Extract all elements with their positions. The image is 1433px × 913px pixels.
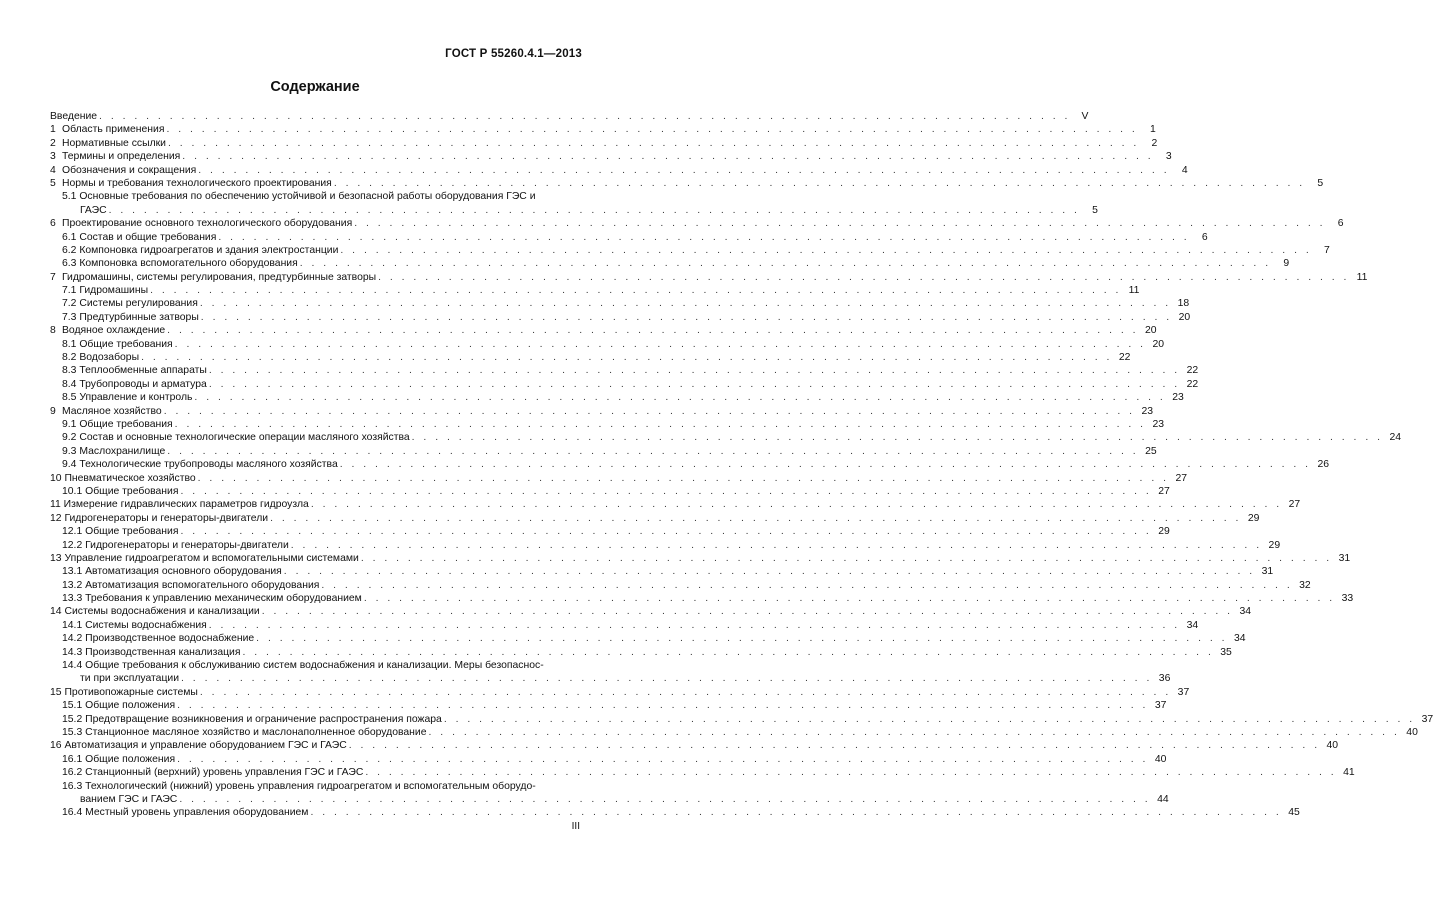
- toc-entry[interactable]: [50, 378, 1199, 391]
- toc-entry[interactable]: [50, 137, 1158, 150]
- toc-entry-page: 37: [1154, 700, 1167, 712]
- toc-entry-page: 37: [1421, 713, 1433, 725]
- toc-entry-page: 23: [1172, 392, 1184, 404]
- toc-entry-title: 14.4 Общие требования к обслуживанию систем водоснабжения и канализации. Меры безопаснос-: [62, 660, 544, 672]
- toc-entry[interactable]: [50, 699, 1167, 712]
- toc-leader-dots: . . . . . . . . . . . . . . . . . . . . . . . . . . . . . . . . . . . . . . . . . . . . . . . . . . . . . . . . . . . . . . . . . . . . . . . . . . . . . . . . . . .: [378, 271, 1350, 283]
- toc-entry-page: 11: [1128, 285, 1140, 297]
- table-of-contents: [50, 110, 1433, 820]
- toc-entry-title: 11 Измерение гидравлических параметров гидроузла: [50, 499, 309, 511]
- toc-entry-number: 1: [50, 124, 56, 136]
- toc-entry[interactable]: [50, 418, 1165, 431]
- toc-leader-dots: . . . . . . . . . . . . . . . . . . . . . . . . . . . . . . . . . . . . . . . . . . . . . . . . . . . . . . . . . . . . . . . . . . . . . . . . . . . . . . . . . . .: [321, 579, 1293, 591]
- toc-entry-page: 40: [1154, 753, 1167, 765]
- toc-leader-dots: . . . . . . . . . . . . . . . . . . . . . . . . . . . . . . . . . . . . . . . . . . . . . . . . . . . . . . . . . . . . . . . . . . . . . . . . . . . . . . . . . . .: [290, 539, 1263, 551]
- toc-entry-title: 9.2 Состав и основные технологические операции масляного хозяйства: [62, 432, 410, 444]
- toc-entry[interactable]: [50, 739, 1339, 752]
- toc-entry-page: V: [1081, 111, 1089, 122]
- toc-entry[interactable]: [50, 472, 1187, 485]
- toc-entry-title: 12.1 Общие требования: [62, 526, 179, 538]
- toc-entry-title: 10 Пневматическое хозяйство: [50, 472, 196, 484]
- toc-entry-number: 3: [50, 151, 56, 163]
- toc-entry-page: 6: [1337, 218, 1344, 230]
- toc-entry-page: 27: [1288, 499, 1301, 511]
- toc-leader-dots: . . . . . . . . . . . . . . . . . . . . . . . . . . . . . . . . . . . . . . . . . . . . . . . . . . . . . . . . . . . . . . . . . . . . . . . . . . . . . . . . . . .: [177, 700, 1149, 712]
- toc-entry-page: 26: [1317, 459, 1330, 471]
- toc-entry-title: 9.1 Общие требования: [62, 418, 173, 430]
- page-title: Содержание: [270, 79, 360, 95]
- toc-entry-title: 9.4 Технологические трубопроводы масляного хозяйства: [62, 459, 338, 471]
- toc-entry[interactable]: [50, 512, 1260, 525]
- toc-entry[interactable]: [50, 485, 1170, 498]
- toc-entry-title: 14.3 Производственная канализация: [62, 646, 241, 658]
- standard-number: ГОСТ Р 55260.4.1—2013: [445, 48, 582, 60]
- toc-entry[interactable]: [50, 431, 1401, 444]
- toc-entry[interactable]: [50, 605, 1252, 618]
- toc-entry-title: 16.4 Местный уровень управления оборудованием: [62, 807, 309, 819]
- toc-entry[interactable]: [50, 244, 1330, 257]
- toc-leader-dots: . . . . . . . . . . . . . . . . . . . . . . . . . . . . . . . . . . . . . . . . . . . . . . . . . . . . . . . . . . . . . . . . . . . . . . . . . . . . . . . . . . .: [198, 164, 1170, 176]
- toc-entry[interactable]: [50, 632, 1246, 645]
- toc-entry-title: 12.2 Гидрогенераторы и генераторы-двигатели: [62, 539, 289, 551]
- toc-leader-dots: . . . . . . . . . . . . . . . . . . . . . . . . . . . . . . . . . . . . . . . . . . . . . . . . . . . . . . . . . . . . . . . . . . . . . . . . . . . . . . . . . . .: [208, 619, 1181, 631]
- toc-entry[interactable]: [50, 659, 584, 672]
- toc-entry[interactable]: [50, 552, 1351, 565]
- toc-leader-dots: . . . . . . . . . . . . . . . . . . . . . . . . . . . . . . . . . . . . . . . . . . . . . . . . . . . . . . . . . . . . . . . . . . . . . . . . . . . . . . . . . . .: [218, 231, 1190, 243]
- toc-entry-page: 23: [1141, 405, 1154, 417]
- toc-leader-dots: . . . . . . . . . . . . . . . . . . . . . . . . . . . . . . . . . . . . . . . . . . . . . . . . . . . . . . . . . . . . . . . . . . . . . . . . . . . . . . . . . . .: [261, 606, 1234, 618]
- toc-leader-dots: . . . . . . . . . . . . . . . . . . . . . . . . . . . . . . . . . . . . . . . . . . . . . . . . . . . . . . . . . . . . . . . . . . . . . . . . . . . . . . . . . . .: [348, 740, 1321, 752]
- toc-entry-title: Проектирование основного технологического оборудования: [62, 218, 353, 230]
- toc-entry[interactable]: [50, 753, 1167, 766]
- toc-entry-page: 41: [1343, 767, 1355, 779]
- toc-entry-page: 36: [1158, 673, 1171, 685]
- toc-leader-dots: . . . . . . . . . . . . . . . . . . . . . . . . . . . . . . . . . . . . . . . . . . . . . . . . . . . . . . . . . . . . . . . . . . . . . . . . . . . . . . . . . . .: [166, 124, 1138, 136]
- toc-leader-dots: . . . . . . . . . . . . . . . . . . . . . . . . . . . . . . . . . . . . . . . . . . . . . . . . . . . . . . . . . . . . . . . . . . . . . . . . . . . . . . . . . . .: [360, 552, 1333, 564]
- toc-entry-title: 15.3 Станционное масляное хозяйство и маслонаполненное оборудование: [62, 726, 427, 738]
- toc-entry-page: 22: [1186, 378, 1199, 390]
- toc-entry[interactable]: [50, 217, 1344, 230]
- toc-entry-title: 16.1 Общие положения: [62, 753, 176, 765]
- toc-leader-dots: . . . . . . . . . . . . . . . . . . . . . . . . . . . . . . . . . . . . . . . . . . . . . . . . . . . . . . . . . . . . . . . . . . . . . . . . . . . . . . . . . . .: [354, 218, 1326, 230]
- toc-entry-title: Введение: [50, 111, 98, 122]
- toc-leader-dots: . . . . . . . . . . . . . . . . . . . . . . . . . . . . . . . . . . . . . . . . . . . . . . . . . . . . . . . . . . . . . . . . . . . . . . . . . . . . . . . . . . .: [174, 338, 1147, 350]
- toc-entry-number: 5: [50, 177, 56, 189]
- toc-leader-dots: . . . . . . . . . . . . . . . . . . . . . . . . . . . . . . . . . . . . . . . . . . . . . . . . . . . . . . . . . . . . . . . . . . . . . . . . . . . . . . . . . . .: [363, 593, 1336, 605]
- toc-entry-title: 14.1 Системы водоснабжения: [62, 619, 207, 631]
- toc-entry[interactable]: [50, 338, 1165, 351]
- toc-leader-dots: . . . . . . . . . . . . . . . . . . . . . . . . . . . . . . . . . . . . . . . . . . . . . . . . . . . . . . . . . . . . . . . . . . . . . . . . . . . . . . . . . . .: [180, 485, 1152, 497]
- toc-entry[interactable]: [50, 766, 1355, 779]
- toc-entry[interactable]: [50, 525, 1170, 538]
- toc-entry-page: 29: [1268, 539, 1281, 551]
- toc-entry[interactable]: [50, 351, 1131, 364]
- toc-entry-page: 34: [1186, 619, 1199, 631]
- toc-entry-title: 16.2 Станционный (верхний) уровень управления ГЭС и ГАЭС: [62, 767, 364, 779]
- toc-entry-page: 7: [1323, 244, 1330, 256]
- toc-entry-title: 8.3 Теплообменные аппараты: [62, 365, 207, 377]
- toc-entry-continuation: [50, 204, 1098, 217]
- toc-entry-page: 20: [1144, 325, 1157, 337]
- toc-leader-dots: . . . . . . . . . . . . . . . . . . . . . . . . . . . . . . . . . . . . . . . . . . . . . . . . . . . . . . . . . . . . . . . . . . . . . . . . . . . . . . . . . . .: [299, 258, 1272, 270]
- toc-entry-title: 15.1 Общие положения: [62, 700, 176, 712]
- toc-leader-dots: . . . . . . . . . . . . . . . . . . . . . . . . . . . . . . . . . . . . . . . . . . . . . . . . . . . . . . . . . . . . . . . . . . . . . . . . . . . . . . . . . . .: [339, 459, 1312, 471]
- toc-entry-page: 34: [1233, 633, 1246, 645]
- toc-entry-number: 8: [50, 325, 56, 337]
- toc-entry-title: Гидромашины, системы регулирования, предтурбинные затворы: [62, 271, 377, 283]
- toc-entry-title: 13 Управление гидроагрегатом и вспомогательными системами: [50, 552, 359, 564]
- toc-entry-title: 6.1 Состав и общие требования: [62, 231, 217, 243]
- toc-entry-page: 44: [1157, 793, 1169, 805]
- toc-entry-title-continued: ти при эксплуатации: [80, 673, 180, 685]
- toc-entry[interactable]: [50, 311, 1191, 324]
- toc-entry-page: 34: [1239, 606, 1252, 618]
- toc-entry-number: 4: [50, 164, 56, 176]
- toc-entry-continuation: [50, 793, 1169, 806]
- toc-leader-dots: . . . . . . . . . . . . . . . . . . . . . . . . . . . . . . . . . . . . . . . . . . . . . . . . . . . . . . . . . . . . . . . . . . . . . . . . . . . . . . . . . . .: [283, 566, 1256, 578]
- toc-leader-dots: . . . . . . . . . . . . . . . . . . . . . . . . . . . . . . . . . . . . . . . . . . . . . . . . . . . . . . . . . . . . . . . . . . . . . . . . . . . . . . . . . . .: [199, 298, 1172, 310]
- toc-entry[interactable]: [50, 445, 1157, 458]
- toc-leader-dots: . . . . . . . . . . . . . . . . . . . . . . . . . . . . . . . . . . . . . . . . . . . . . . . . . . . . . . . . . . . . . . . . . . . . . . . . . . . . . . . . . . .: [179, 793, 1151, 805]
- toc-entry[interactable]: [50, 565, 1274, 578]
- toc-entry[interactable]: [50, 498, 1301, 511]
- toc-entry-number: 7: [50, 271, 56, 283]
- toc-entry-title: 9.3 Маслохранилище: [62, 445, 166, 457]
- toc-leader-dots: . . . . . . . . . . . . . . . . . . . . . . . . . . . . . . . . . . . . . . . . . . . . . . . . . . . . . . . . . . . . . . . . . . . . . . . . . . . . . . . . . . .: [310, 499, 1283, 511]
- toc-entry[interactable]: [50, 190, 584, 203]
- toc-entry-title: 10.1 Общие требования: [62, 485, 179, 497]
- toc-entry-title-continued: ванием ГЭС и ГАЭС: [80, 793, 178, 805]
- toc-leader-dots: . . . . . . . . . . . . . . . . . . . . . . . . . . . . . . . . . . . . . . . . . . . . . . . . . . . . . . . . . . . . . . . . . . . . . . . . . . . . . . . . . . .: [411, 432, 1383, 444]
- toc-entry-title: Масляное хозяйство: [62, 405, 162, 417]
- toc-entry[interactable]: [50, 646, 1232, 659]
- toc-entry[interactable]: [50, 231, 1208, 244]
- toc-entry-page: 31: [1261, 566, 1274, 578]
- toc-entry-page: 22: [1186, 365, 1199, 377]
- toc-entry-page: 6: [1201, 231, 1208, 243]
- toc-entry-title: 12 Гидрогенераторы и генераторы-двигатели: [50, 512, 269, 524]
- toc-entry-title: 16 Автоматизация и управление оборудованием ГЭС и ГАЭС: [50, 740, 347, 752]
- toc-entry-number: 9: [50, 405, 56, 417]
- toc-leader-dots: . . . . . . . . . . . . . . . . . . . . . . . . . . . . . . . . . . . . . . . . . . . . . . . . . . . . . . . . . . . . . . . . . . . . . . . . . . . . . . . . . . .: [182, 151, 1154, 163]
- toc-entry[interactable]: [50, 177, 1324, 190]
- toc-leader-dots: . . . . . . . . . . . . . . . . . . . . . . . . . . . . . . . . . . . . . . . . . . . . . . . . . . . . . . . . . . . . . . . . . . . . . . . . . . . . . . . . . . .: [167, 325, 1139, 337]
- toc-entry[interactable]: [50, 364, 1199, 377]
- toc-entry-page: 27: [1175, 472, 1187, 484]
- toc-entry-title: 8.5 Управление и контроль: [62, 392, 193, 404]
- toc-entry-title: 15.2 Предотвращение возникновения и ограничение распространения пожара: [62, 713, 442, 725]
- toc-leader-dots: . . . . . . . . . . . . . . . . . . . . . . . . . . . . . . . . . . . . . . . . . . . . . . . . . . . . . . . . . . . . . . . . . . . . . . . . . . . . . . . . . . .: [167, 137, 1140, 149]
- toc-entry-page: 23: [1152, 418, 1165, 430]
- toc-entry-page: 33: [1341, 593, 1354, 605]
- toc-entry[interactable]: [50, 619, 1199, 632]
- toc-entry[interactable]: [50, 713, 1433, 726]
- toc-entry-page: 35: [1220, 646, 1232, 658]
- toc-entry-page: 29: [1247, 512, 1260, 524]
- toc-leader-dots: . . . . . . . . . . . . . . . . . . . . . . . . . . . . . . . . . . . . . . . . . . . . . . . . . . . . . . . . . . . . . . . . . . . . . . . . . . . . . . . . . . .: [208, 365, 1181, 377]
- toc-entry-title: 8.4 Трубопроводы и арматура: [62, 378, 207, 390]
- toc-entry[interactable]: [50, 257, 1290, 270]
- toc-entry-page: 5: [1092, 204, 1098, 216]
- toc-entry-title: 13.2 Автоматизация вспомогательного оборудования: [62, 579, 320, 591]
- toc-leader-dots: . . . . . . . . . . . . . . . . . . . . . . . . . . . . . . . . . . . . . . . . . . . . . . . . . . . . . . . . . . . . . . . . . . . . . . . . . . . . . . . . . . .: [310, 807, 1282, 819]
- toc-entry-title: Нормативные ссылки: [62, 137, 166, 149]
- toc-entry-title: 8.1 Общие требования: [62, 338, 173, 350]
- toc-entry-title: Обозначения и сокращения: [62, 164, 197, 176]
- toc-entry-page: 40: [1406, 726, 1418, 738]
- toc-entry-page: 37: [1177, 686, 1190, 698]
- toc-entry-page: 45: [1288, 807, 1300, 819]
- toc-entry-page: 25: [1145, 445, 1157, 457]
- toc-leader-dots: . . . . . . . . . . . . . . . . . . . . . . . . . . . . . . . . . . . . . . . . . . . . . . . . . . . . . . . . . . . . . . . . . . . . . . . . . . . . . . . . . . .: [199, 686, 1172, 698]
- toc-leader-dots: . . . . . . . . . . . . . . . . . . . . . . . . . . . . . . . . . . . . . . . . . . . . . . . . . . . . . . . . . . . . . . . . . . . . . . . . . . . . . . . . . . .: [340, 244, 1312, 256]
- toc-entry-number: 6: [50, 218, 56, 230]
- toc-leader-dots: . . . . . . . . . . . . . . . . . . . . . . . . . . . . . . . . . . . . . . . . . . . . . . . . . . . . . . . . . . . . . . . . . . . . . . . . . . . . . . . . . . .: [242, 646, 1214, 658]
- toc-entry[interactable]: [50, 458, 1330, 471]
- toc-leader-dots: . . . . . . . . . . . . . . . . . . . . . . . . . . . . . . . . . . . . . . . . . . . . . . . . . . . . . . . . . . . . . . . . . . . . . . . . . . . . . . . . . . .: [167, 445, 1139, 457]
- toc-entry-page: 1: [1150, 124, 1156, 136]
- page-number: III: [571, 821, 580, 832]
- toc-entry[interactable]: [50, 110, 1089, 123]
- toc-entry-page: 9: [1283, 258, 1290, 270]
- toc-leader-dots: . . . . . . . . . . . . . . . . . . . . . . . . . . . . . . . . . . . . . . . . . . . . . . . . . . . . . . . . . . . . . . . . . . . . . . . . . . . . . . . . . . .: [208, 378, 1181, 390]
- toc-entry-title: 7.3 Предтурбинные затворы: [62, 311, 199, 323]
- toc-entry-page: 20: [1152, 338, 1165, 350]
- toc-entry-title: 14.2 Производственное водоснабжение: [62, 633, 255, 645]
- toc-entry[interactable]: [50, 284, 1140, 297]
- toc-leader-dots: . . . . . . . . . . . . . . . . . . . . . . . . . . . . . . . . . . . . . . . . . . . . . . . . . . . . . . . . . . . . . . . . . . . . . . . . . . . . . . . . . . .: [177, 753, 1149, 765]
- toc-entry[interactable]: [50, 726, 1418, 739]
- toc-entry-title: Область применения: [62, 124, 165, 136]
- toc-entry-title: 6.2 Компоновка гидроагрегатов и здания электростанции: [62, 244, 339, 256]
- toc-entry-page: 5: [1317, 177, 1324, 189]
- toc-leader-dots: . . . . . . . . . . . . . . . . . . . . . . . . . . . . . . . . . . . . . . . . . . . . . . . . . . . . . . . . . . . . . . . . . . . . . . . . . . . . . . . . . . .: [256, 633, 1228, 645]
- toc-leader-dots: . . . . . . . . . . . . . . . . . . . . . . . . . . . . . . . . . . . . . . . . . . . . . . . . . . . . . . . . . . . . . . . . . . . . . . . . . . . . . . . . . . .: [428, 726, 1400, 738]
- toc-leader-dots: . . . . . . . . . . . . . . . . . . . . . . . . . . . . . . . . . . . . . . . . . . . . . . . . . . . . . . . . . . . . . . . . . . . . . . . . . . . . . . . . . . .: [200, 311, 1173, 323]
- toc-entry-page: 2: [1151, 137, 1158, 149]
- toc-entry-title: Нормы и требования технологического проектирования: [62, 177, 332, 189]
- toc-leader-dots: . . . . . . . . . . . . . . . . . . . . . . . . . . . . . . . . . . . . . . . . . . . . . . . . . . . . . . . . . . . . . . . . . . . . . . . . . . . . . . . . . . .: [270, 512, 1242, 524]
- toc-entry-page: 22: [1118, 352, 1131, 364]
- toc-entry[interactable]: [50, 297, 1190, 310]
- toc-entry[interactable]: [50, 164, 1188, 177]
- toc-entry-page: 3: [1165, 151, 1172, 163]
- toc-entry[interactable]: [50, 150, 1172, 163]
- toc-leader-dots: . . . . . . . . . . . . . . . . . . . . . . . . . . . . . . . . . . . . . . . . . . . . . . . . . . . . . . . . . . . . . . . . . . . . . . . . . . . . . . . . . . .: [181, 673, 1153, 685]
- toc-entry-title: 13.1 Автоматизация основного оборудования: [62, 566, 282, 578]
- toc-entry-title: 8.2 Водозаборы: [62, 352, 140, 364]
- toc-entry-title: Термины и определения: [62, 151, 181, 163]
- toc-entry[interactable]: [50, 539, 1281, 552]
- toc-entry-title: 7.2 Системы регулирования: [62, 298, 198, 310]
- toc-entry-page: 11: [1356, 271, 1368, 283]
- toc-entry[interactable]: [50, 686, 1190, 699]
- toc-leader-dots: . . . . . . . . . . . . . . . . . . . . . . . . . . . . . . . . . . . . . . . . . . . . . . . . . . . . . . . . . . . . . . . . . . . . . . . . . . . . . . . . . . .: [163, 405, 1136, 417]
- toc-leader-dots: . . . . . . . . . . . . . . . . . . . . . . . . . . . . . . . . . . . . . . . . . . . . . . . . . . . . . . . . . . . . . . . . . . . . . . . . . . . . . . . . . . .: [197, 472, 1169, 484]
- toc-entry[interactable]: [50, 391, 1184, 404]
- toc-entry-title: 5.1 Основные требования по обеспечению устойчивой и безопасной работы оборудования ГЭС и: [62, 191, 536, 203]
- toc-entry-page: 27: [1158, 485, 1170, 497]
- toc-entry-title: Водяное охлаждение: [62, 325, 166, 337]
- toc-entry-continuation: [50, 672, 1171, 685]
- toc-entry-title: 13.3 Требования к управлению механическим оборудованием: [62, 593, 362, 605]
- toc-leader-dots: . . . . . . . . . . . . . . . . . . . . . . . . . . . . . . . . . . . . . . . . . . . . . . . . . . . . . . . . . . . . . . . . . . . . . . . . . . . . . . . . . . .: [180, 526, 1152, 538]
- toc-entry-title: 7.1 Гидромашины: [62, 285, 149, 297]
- toc-entry-page: 29: [1158, 526, 1170, 538]
- toc-entry[interactable]: [50, 405, 1154, 418]
- toc-entry[interactable]: [50, 579, 1311, 592]
- toc-entry-title: 15 Противопожарные системы: [50, 686, 198, 698]
- toc-entry-title: 16.3 Технологический (нижний) уровень управления гидроагрегатом и вспомогательным оборудо-: [62, 780, 536, 792]
- toc-leader-dots: . . . . . . . . . . . . . . . . . . . . . . . . . . . . . . . . . . . . . . . . . . . . . . . . . . . . . . . . . . . . . . . . . . . . . . . . . . . . . . . . . . .: [194, 392, 1166, 404]
- toc-entry-page: 4: [1181, 164, 1188, 176]
- toc-entry-page: 20: [1178, 311, 1191, 323]
- toc-entry-page: 31: [1338, 552, 1351, 564]
- toc-entry-title: 14 Системы водоснабжения и канализации: [50, 606, 260, 618]
- toc-entry[interactable]: [50, 592, 1354, 605]
- toc-leader-dots: . . . . . . . . . . . . . . . . . . . . . . . . . . . . . . . . . . . . . . . . . . . . . . . . . . . . . . . . . . . . . . . . . . . . . . . . . . . . . . . . . . .: [174, 418, 1147, 430]
- toc-leader-dots: . . . . . . . . . . . . . . . . . . . . . . . . . . . . . . . . . . . . . . . . . . . . . . . . . . . . . . . . . . . . . . . . . . . . . . . . . . . . . . . . . . .: [108, 204, 1080, 216]
- toc-leader-dots: . . . . . . . . . . . . . . . . . . . . . . . . . . . . . . . . . . . . . . . . . . . . . . . . . . . . . . . . . . . . . . . . . . . . . . . . . . . . . . . . . . .: [365, 767, 1337, 779]
- toc-entry-page: 18: [1177, 298, 1190, 310]
- toc-entry[interactable]: [50, 324, 1157, 337]
- toc-entry-number: 2: [50, 137, 56, 149]
- toc-entry[interactable]: [50, 271, 1368, 284]
- toc-leader-dots: . . . . . . . . . . . . . . . . . . . . . . . . . . . . . . . . . . . . . . . . . . . . . . . . . . . . . . . . . . . . . . . . . . . . . . . . . . . . . . . . . . .: [150, 285, 1122, 297]
- toc-entry-title: 6.3 Компоновка вспомогательного оборудования: [62, 258, 298, 270]
- toc-entry-page: 32: [1299, 579, 1311, 591]
- toc-leader-dots: . . . . . . . . . . . . . . . . . . . . . . . . . . . . . . . . . . . . . . . . . . . . . . . . . . . . . . . . . . . . . . . . . . . . . . . . . . . . . . . . . . .: [333, 177, 1306, 189]
- toc-leader-dots: . . . . . . . . . . . . . . . . . . . . . . . . . . . . . . . . . . . . . . . . . . . . . . . . . . . . . . . . . . . . . . . . . . . . . . . . . . . . . . . . . . .: [99, 111, 1071, 122]
- toc-entry-title-continued: ГАЭС: [80, 204, 107, 216]
- toc-entry[interactable]: [50, 806, 1300, 819]
- toc-entry[interactable]: [50, 123, 1156, 136]
- toc-leader-dots: . . . . . . . . . . . . . . . . . . . . . . . . . . . . . . . . . . . . . . . . . . . . . . . . . . . . . . . . . . . . . . . . . . . . . . . . . . . . . . . . . . .: [443, 713, 1416, 725]
- toc-entry-page: 40: [1326, 740, 1339, 752]
- toc-entry-page: 24: [1389, 432, 1401, 444]
- toc-leader-dots: . . . . . . . . . . . . . . . . . . . . . . . . . . . . . . . . . . . . . . . . . . . . . . . . . . . . . . . . . . . . . . . . . . . . . . . . . . . . . . . . . . .: [141, 352, 1113, 364]
- toc-entry[interactable]: [50, 780, 584, 793]
